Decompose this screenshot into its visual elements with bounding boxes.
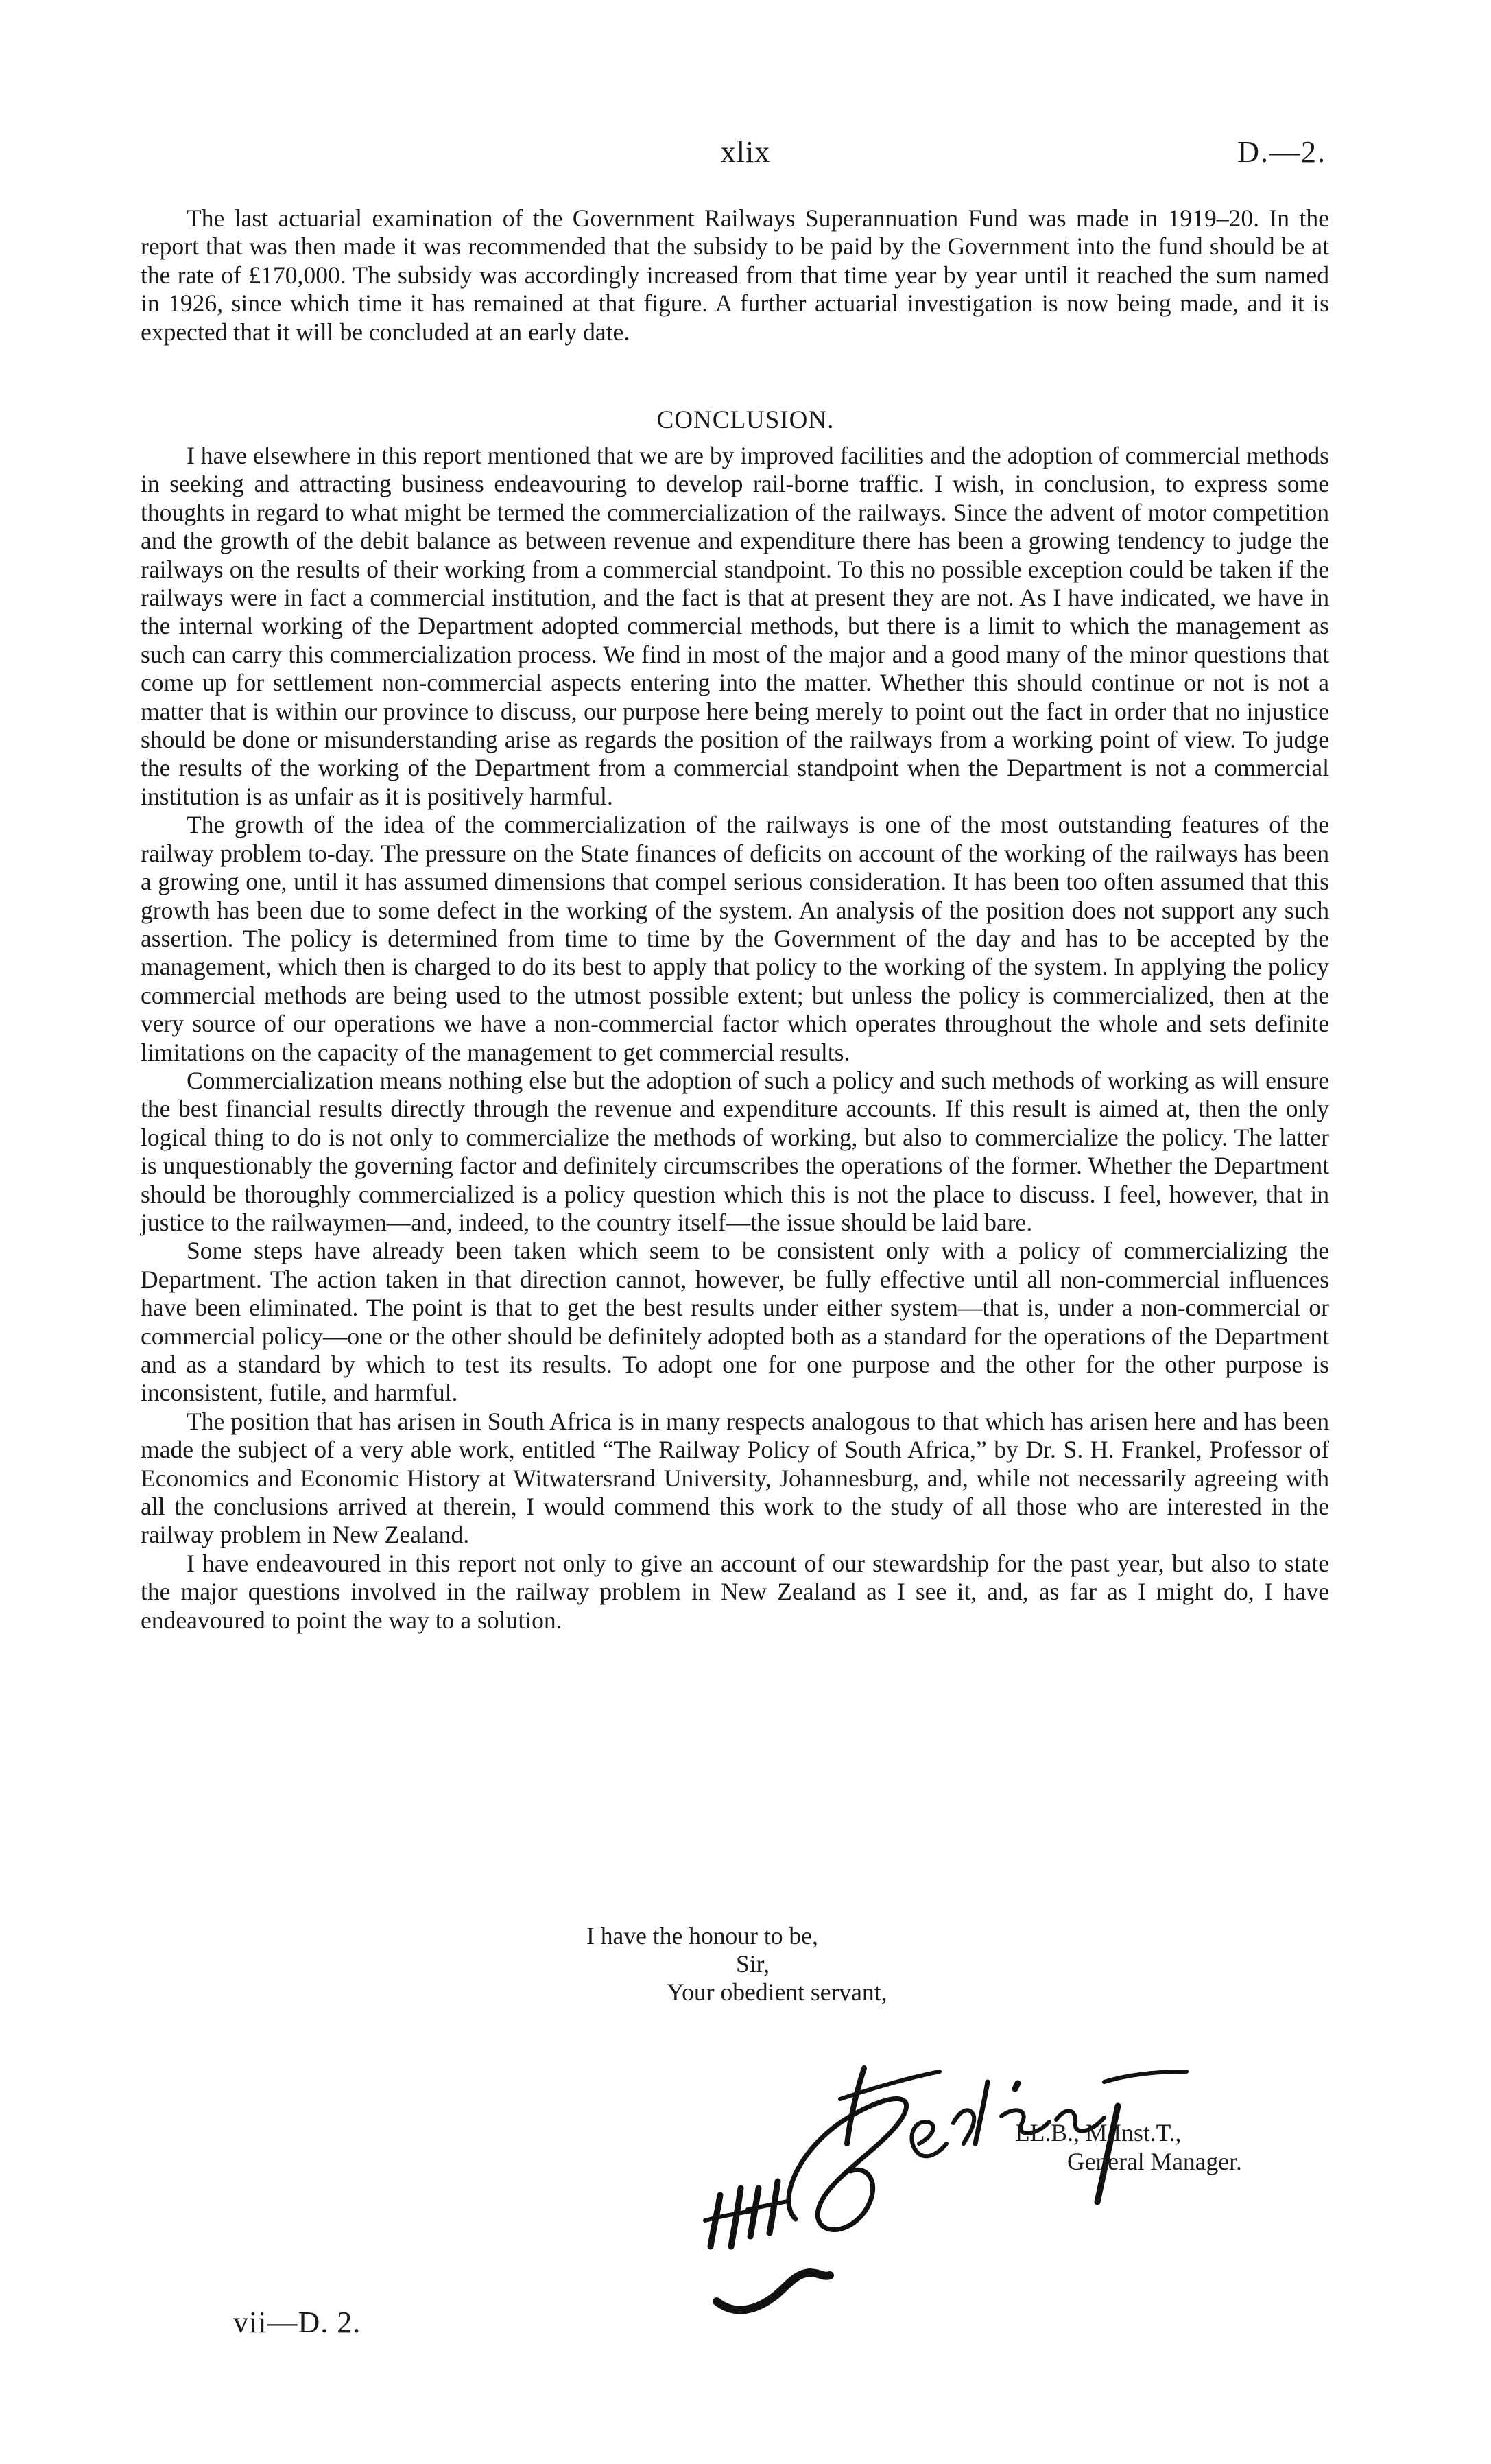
document-code: D.—2.	[1237, 135, 1326, 169]
page-number: xlix	[720, 135, 771, 169]
closing-servant-line: Your obedient servant,	[667, 1978, 887, 2006]
signatory-title: General Manager.	[1067, 2148, 1242, 2175]
closing-salutation: Sir,	[736, 1950, 770, 1978]
closing-honour-line: I have the honour to be,	[586, 1922, 818, 1950]
intro-paragraph: The last actuarial examination of the Government Railways Superannuation Fund was made in 1919–20. In the report that was then made it was recommended that the subsidy to be paid by the Government into the fund should be at the rate of £170,000. The subsidy was accordingly increased from that time year by year until it reached the sum named in 1926, since which time it has remained at that figure. A further actuarial investigation is now being made, and it is expected that it will be concluded at an early date.	[141, 204, 1329, 346]
intro-section	[141, 204, 1329, 346]
conclusion-paragraph: The position that has arisen in South Africa is in many respects analogous to that which has arisen here and has been made the subject of a very able work, entitled “The Railway Policy of South Africa,” by Dr. S. H. Frankel, Professor of Economics and Economic History at Witwatersrand University, Johannesburg, and, while not necessarily agreeing with all the conclusions arrived at therein, I would commend this work to the study of all those who are interested in the railway problem in New Zealand.	[141, 1407, 1329, 1549]
conclusion-paragraph: The growth of the idea of the commercialization of the railways is one of the most outstanding features of the railway problem to-day. The pressure on the State finances of deficits on account of the working of the railways has been a growing one, until it has assumed dimensions that compel serious consideration. It has been too often assumed that this growth has been due to some defect in the working of the system. An analysis of the position does not support any such assertion. The policy is determined from time to time by the Government of the day and has to be accepted by the management, which then is charged to do its best to apply that policy to the working of the system. In applying the policy commercial methods are being used to the utmost possible extent; but unless the policy is commercialized, then at the very source of our operations we have a non-commercial factor which operates throughout the whole and sets definite limitations on the capacity of the management to get commercial results.	[141, 811, 1329, 1066]
conclusion-paragraph: I have elsewhere in this report mentioned that we are by improved facilities and the adoption of commercial methods in seeking and attracting business endeavouring to develop rail-borne traffic. I wish, in conclusion, to express some thoughts in regard to what might be termed the commercialization of the railways. Since the advent of motor competition and the growth of the debit balance as between revenue and expenditure there has been a growing tendency to judge the railways on the results of their working from a commercial standpoint. To this no possible exception could be taken if the railways were in fact a commercial institution, and the fact is that at present they are not. As I have indicated, we have in the internal working of the Department adopted commercial methods, but there is a limit to which the management as such can carry this commercialization process. We find in most of the major and a good many of the minor questions that come up for settlement non-commercial aspects entering into the matter. Whether this should continue or not is not a matter that is within our province to discuss, our purpose here being merely to point out the fact in order that no injustice should be done or misunderstanding arise as regards the position of the railways from a working point of view. To judge the results of the working of the Department from a commercial standpoint when the Department is not a commercial institution is as unfair as it is positively harmful.	[141, 442, 1329, 810]
section-heading-conclusion: CONCLUSION.	[656, 406, 835, 434]
conclusion-section	[141, 442, 1329, 1635]
handwritten-signature	[693, 2041, 1269, 2329]
conclusion-paragraph: Some steps have already been taken which seem to be consistent only with a policy of commercializing the Department. The action taken in that direction cannot, however, be fully effective until all non-commercial influences have been eliminated. The point is that to get the best results under either system—that is, under a non-commercial or commercial policy—one or the other should be definitely adopted both as a standard for the operations of the Department and as a standard by which to test its results. To adopt one for one purpose and the other for the other purpose is inconsistent, futile, and harmful.	[141, 1237, 1329, 1407]
signatory-credentials: LL.B., M.Inst.T.,	[1015, 2119, 1182, 2146]
conclusion-paragraph: I have endeavoured in this report not only to give an account of our stewardship for the past year, but also to state the major questions involved in the railway problem in New Zealand as I see it, and, as far as I might do, I have endeavoured to point the way to a solution.	[141, 1549, 1329, 1634]
signature-mark: vii—D. 2.	[233, 2306, 361, 2339]
conclusion-paragraph: Commercialization means nothing else but the adoption of such a policy and such methods of working as will ensure the best financial results directly through the revenue and expenditure accounts. If this result is aimed at, then the only logical thing to do is not only to commercialize the methods of working, but also to commercialize the policy. The latter is unquestionably the governing factor and definitely circumscribes the operations of the former. Whether the Department should be thoroughly commercialized is a policy question which this is not the place to discuss. I feel, however, that in justice to the railwaymen—and, indeed, to the country itself—the issue should be laid bare.	[141, 1066, 1329, 1236]
